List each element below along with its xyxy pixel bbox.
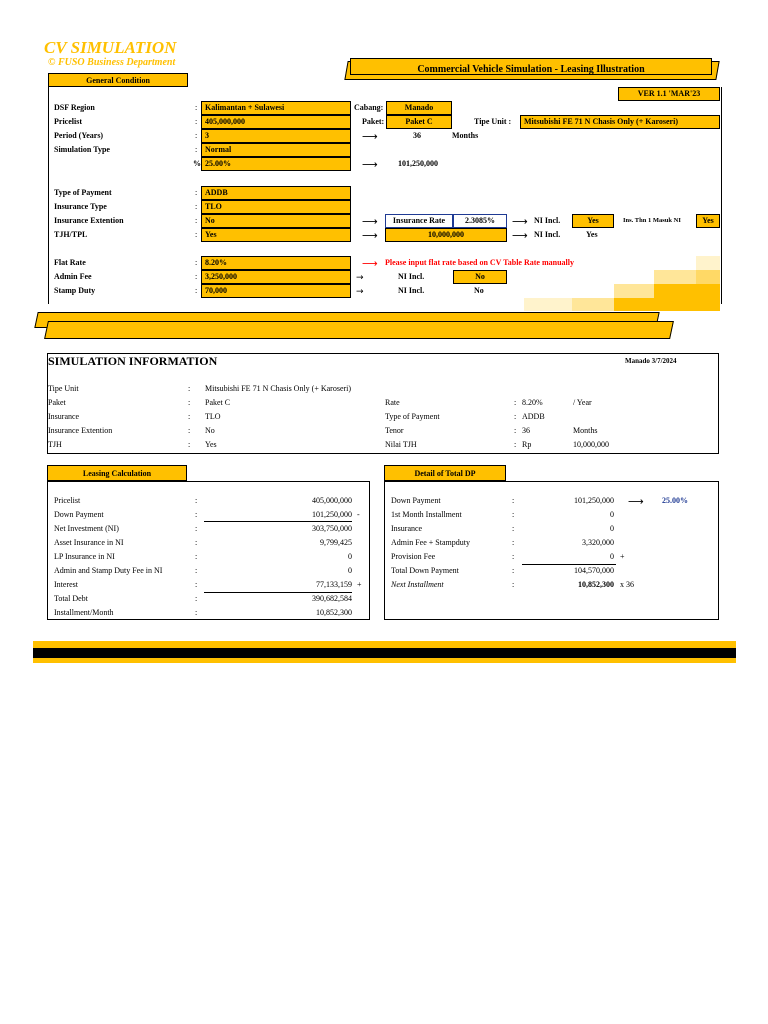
sim-info-label: TJH [48, 440, 62, 449]
admin-fee-field[interactable]: 3,250,000 [201, 270, 351, 284]
sim-info-label: Tenor [385, 426, 404, 435]
dsf-region-field[interactable]: Kalimantan + Sulawesi [201, 101, 351, 115]
sim-info-value: 36 [522, 426, 530, 435]
tipe-unit-label: Tipe Unit : [474, 117, 512, 126]
section-divider [44, 321, 674, 339]
sim-info-label: Paket [48, 398, 66, 407]
leasing-row-value: 0 [348, 566, 352, 575]
paket-label: Paket: [362, 117, 385, 126]
insurance-type-field[interactable]: TLO [201, 200, 351, 214]
colon: : [512, 538, 515, 547]
dp-row-label: Provision Fee [391, 552, 436, 561]
simulation-type-field[interactable]: Normal [201, 143, 351, 157]
leasing-row-label: Asset Insurance in NI [54, 538, 124, 547]
colon: : [514, 426, 517, 435]
arrow-right-icon: ⟶ [628, 495, 644, 508]
colon: : [514, 412, 517, 421]
flat-rate-field[interactable]: 8.20% [201, 256, 351, 270]
stamp-duty-field[interactable]: 70,000 [201, 284, 351, 298]
admin-ni-incl-field[interactable]: No [453, 270, 507, 284]
leasing-row-label: Admin and Stamp Duty Fee in NI [54, 566, 163, 575]
stamp-duty-label: Stamp Duty [54, 286, 96, 295]
decor-gradient [654, 270, 696, 284]
detail-dp-tab[interactable]: Detail of Total DP [384, 465, 506, 481]
leasing-row-value: 0 [348, 552, 352, 561]
sim-info-value: Paket C [205, 398, 231, 407]
colon: : [195, 216, 198, 225]
sim-info-unit: Months [573, 426, 598, 435]
paket-field[interactable]: Paket C [386, 115, 452, 129]
ins-thn-field[interactable]: Yes [696, 214, 720, 228]
decor-gradient [524, 298, 572, 311]
pricelist-field[interactable]: 405,000,000 [201, 115, 351, 129]
tjh-ni-incl-value: Yes [586, 230, 598, 239]
dp-row-op: + [620, 552, 625, 561]
colon: : [195, 608, 198, 617]
colon: : [188, 398, 191, 407]
colon: : [195, 552, 198, 561]
sim-info-value: TLO [205, 412, 221, 421]
leasing-row-value: 9,799,425 [320, 538, 352, 547]
colon: : [195, 524, 198, 533]
tjh-tpl-field[interactable]: Yes [201, 228, 351, 242]
dp-percent-result: 25.00% [662, 496, 688, 505]
dp-percent-field[interactable]: 25.00% [201, 157, 351, 171]
colon: : [195, 117, 198, 126]
sim-info-unit: / Year [573, 398, 592, 407]
decor-gradient [614, 298, 720, 311]
colon: : [188, 440, 191, 449]
leasing-row-value: 303,750,000 [312, 524, 352, 533]
colon: : [195, 538, 198, 547]
tipe-unit-field[interactable]: Mitsubishi FE 71 N Chasis Only (+ Karoseri) [520, 115, 720, 129]
arrow-right-icon: ⟶ [512, 215, 528, 228]
leasing-row-label: Interest [54, 580, 78, 589]
dp-row-label: Insurance [391, 524, 423, 533]
colon: : [195, 510, 198, 519]
version-label: VER 1.1 'MAR'23 [618, 87, 720, 101]
decor-gradient [572, 298, 614, 311]
ni-incl-label: NI Incl. [398, 272, 425, 281]
colon: : [195, 103, 198, 112]
period-months-value: 36 [413, 131, 421, 140]
dp-row-label: Next Installment [391, 580, 444, 589]
pricelist-label: Pricelist [54, 117, 82, 126]
colon: : [188, 412, 191, 421]
colon: : [514, 398, 517, 407]
leasing-row-value: 390,682,584 [312, 594, 352, 603]
dp-row-value: 0 [610, 524, 614, 533]
colon: : [512, 566, 515, 575]
dp-row-label: Admin Fee + Stampduty [391, 538, 470, 547]
colon: : [512, 524, 515, 533]
cabang-label: Cabang: [354, 103, 384, 112]
general-condition-tab[interactable]: General Condition [48, 73, 188, 87]
leasing-row-op: + [357, 580, 362, 589]
sim-info-value: No [205, 426, 215, 435]
leasing-row-value: 405,000,000 [312, 496, 352, 505]
arrow-right-icon: ⟶ [362, 158, 378, 171]
dp-amount: 101,250,000 [398, 159, 438, 168]
dp-percent-label: % [193, 159, 201, 168]
leasing-row-value: 101,250,000 [312, 510, 352, 519]
colon: : [195, 272, 198, 281]
colon: : [195, 202, 198, 211]
colon: : [195, 496, 198, 505]
ni-incl-label: NI Incl. [534, 216, 561, 225]
sim-info-label: Tipe Unit [48, 384, 79, 393]
colon: : [188, 426, 191, 435]
colon: : [512, 552, 515, 561]
leasing-row-label: Pricelist [54, 496, 81, 505]
colon: : [512, 496, 515, 505]
dp-row-value: 101,250,000 [574, 496, 614, 505]
flat-rate-note: Please input flat rate based on CV Table Rate manually [385, 258, 574, 267]
insurance-ni-incl-field[interactable]: Yes [572, 214, 614, 228]
brand-title: CV SIMULATION [44, 38, 177, 57]
colon: : [195, 188, 198, 197]
subtotal-line [204, 521, 352, 522]
dp-row-value: 10,852,300 [578, 580, 614, 589]
colon: : [512, 510, 515, 519]
ni-incl-label: NI Incl. [398, 286, 425, 295]
brand-subtitle: © FUSO Business Department [48, 57, 176, 68]
arrow-right-icon: ⟶ [512, 229, 528, 242]
banner [350, 58, 712, 75]
subtotal-line [204, 592, 352, 593]
arrow-right-icon: ⟶ [362, 257, 378, 270]
sim-info-label: Nilai TJH [385, 440, 417, 449]
colon: : [514, 440, 517, 449]
flat-rate-label: Flat Rate [54, 258, 86, 267]
leasing-row-value: 77,133,159 [316, 580, 352, 589]
decor-gradient [654, 284, 720, 298]
dp-row-value: 0 [610, 510, 614, 519]
period-label: Period (Years) [54, 131, 104, 140]
period-months-label: Months [452, 131, 479, 140]
dp-row-value: 3,320,000 [582, 538, 614, 547]
arrow-right-icon: ⟶ [362, 229, 378, 242]
arrow-right-icon: ⟶ [362, 130, 378, 143]
type-of-payment-label: Type of Payment [54, 188, 112, 197]
dp-row-label: Total Down Payment [391, 566, 459, 575]
stamp-ni-incl-value: No [474, 286, 484, 295]
dsf-region-label: DSF Region [54, 103, 95, 112]
arrow-right-icon: ⟶ [362, 215, 378, 228]
leasing-row-op: - [357, 510, 360, 519]
colon: : [188, 384, 191, 393]
insurance-rate-label: Insurance Rate [385, 214, 453, 228]
leasing-row-label: Net Investment (NI) [54, 524, 119, 533]
dp-row-value: 0 [610, 552, 614, 561]
sim-info-label: Type of Payment [385, 412, 440, 421]
footer-stripe [33, 658, 736, 663]
colon: : [195, 258, 198, 267]
decor-gradient [696, 256, 720, 270]
sim-info-value: Rp [522, 440, 532, 449]
insurance-extention-field[interactable]: No [201, 214, 351, 228]
dp-row-label: 1st Month Installment [391, 510, 462, 519]
sim-info-value: 8.20% [522, 398, 543, 407]
colon: : [512, 580, 515, 589]
tjh-tpl-label: TJH/TPL [54, 230, 88, 239]
sim-info-value: Mitsubishi FE 71 N Chasis Only (+ Karoseri) [205, 384, 352, 393]
leasing-row-label: Down Payment [54, 510, 104, 519]
cabang-field[interactable]: Manado [386, 101, 452, 115]
simulation-date: Manado 3/7/2024 [625, 357, 677, 365]
colon: : [195, 286, 198, 295]
colon: : [195, 230, 198, 239]
footer-stripe [33, 641, 736, 648]
type-of-payment-field[interactable]: ADDB [201, 186, 351, 200]
leasing-row-label: LP Insurance in NI [54, 552, 115, 561]
arrow-right-icon: → [356, 273, 364, 283]
dp-row-op: x 36 [620, 580, 634, 589]
sim-info-value: ADDB [522, 412, 545, 421]
sim-info-label: Insurance Extention [48, 426, 113, 435]
sim-info-value: Yes [205, 440, 217, 449]
banner-title: Commercial Vehicle Simulation - Leasing Illustration [417, 64, 645, 75]
tjh-amount-field[interactable]: 10,000,000 [385, 228, 507, 242]
ni-incl-label: NI Incl. [534, 230, 561, 239]
ins-thn-label: Ins. Thn 1 Masuk NI [623, 217, 681, 224]
colon: : [195, 594, 198, 603]
colon: : [195, 131, 198, 140]
leasing-row-value: 10,852,300 [316, 608, 352, 617]
simulation-type-label: Simulation Type [54, 145, 110, 154]
colon: : [195, 566, 198, 575]
arrow-right-icon: → [356, 287, 364, 297]
insurance-type-label: Insurance Type [54, 202, 107, 211]
decor-gradient [614, 284, 654, 298]
leasing-row-label: Installment/Month [54, 608, 114, 617]
decor-gradient [696, 270, 720, 284]
leasing-row-label: Total Debt [54, 594, 88, 603]
dp-row-value: 104,570,000 [574, 566, 614, 575]
sim-info-unit: 10,000,000 [573, 440, 609, 449]
colon: : [195, 580, 198, 589]
simulation-info-title: SIMULATION INFORMATION [48, 354, 218, 368]
footer-stripe [33, 648, 736, 658]
sim-info-label: Insurance [48, 412, 80, 421]
leasing-calc-tab[interactable]: Leasing Calculation [47, 465, 187, 481]
admin-fee-label: Admin Fee [54, 272, 92, 281]
sim-info-label: Rate [385, 398, 400, 407]
subtotal-line [522, 564, 616, 565]
period-field[interactable]: 3 [201, 129, 351, 143]
simulation-info-panel [47, 353, 719, 454]
insurance-extention-label: Insurance Extention [54, 216, 124, 225]
insurance-rate-field[interactable]: 2.3085% [453, 214, 507, 228]
dp-row-label: Down Payment [391, 496, 441, 505]
colon: : [195, 145, 198, 154]
